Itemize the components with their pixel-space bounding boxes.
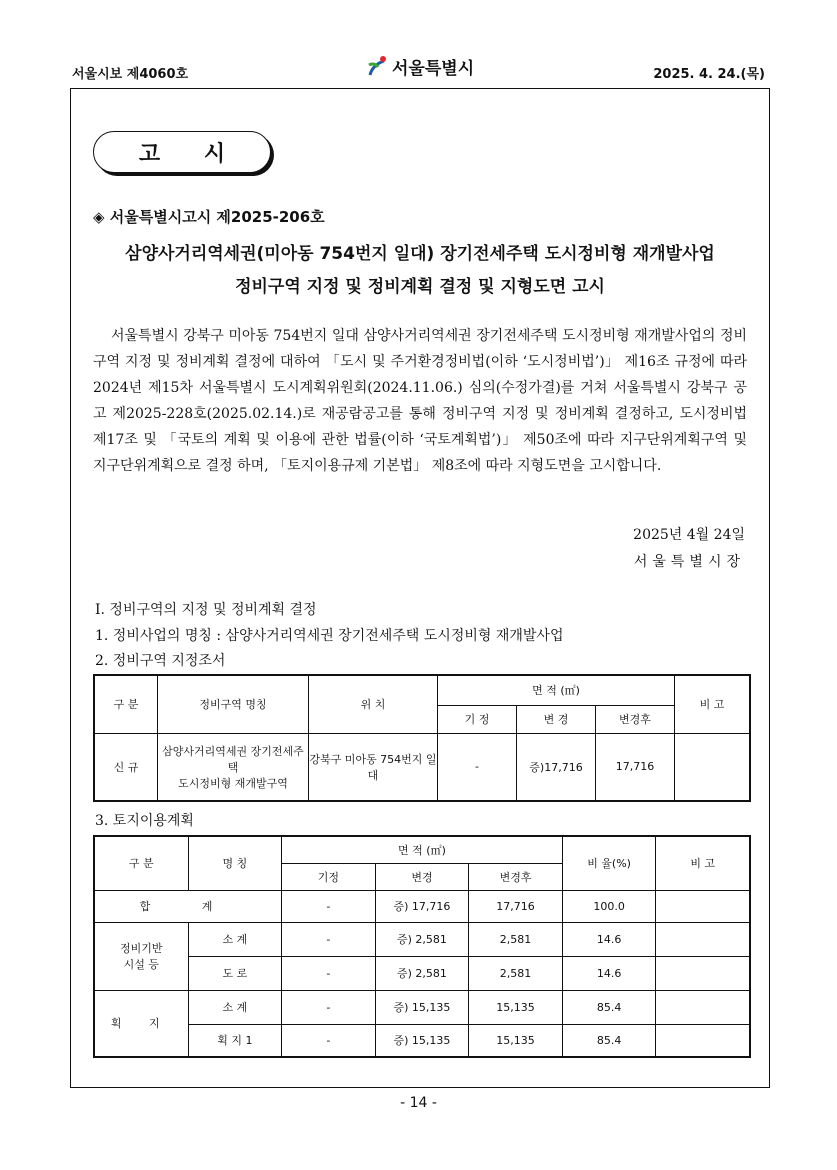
header-date: 2025. 4. 24.(목)	[653, 67, 765, 82]
logo-text: 서울특별시	[392, 59, 475, 79]
cell-note	[656, 1024, 750, 1057]
cell-after: 2,581	[469, 956, 563, 990]
cell-change: 증) 15,135	[375, 990, 469, 1024]
cell-before: -	[282, 922, 376, 956]
table-row	[94, 733, 750, 801]
cell-after: 2,581	[469, 922, 563, 956]
cell-before: -	[282, 956, 376, 990]
zone-name-line2: 도시정비형 재개발구역	[178, 776, 288, 790]
cell-location: 강북구 미아동 754번지 일대	[309, 733, 438, 801]
th-before: 기정	[282, 863, 376, 890]
th-area: 면 적 (㎡)	[438, 675, 675, 705]
section-item-1: 1. 정비사업의 명칭 : 삼양사거리역세권 장기전세주택 도시정비형 재개발사업	[95, 628, 564, 644]
table-row	[94, 1024, 750, 1057]
cell-note	[656, 922, 750, 956]
cell-name: 소 계	[188, 990, 282, 1024]
notice-badge: 고 시	[93, 131, 271, 173]
table-row	[94, 922, 750, 956]
cell-note	[656, 890, 750, 922]
table-row	[94, 956, 750, 990]
notice-body: 서울특별시 강북구 미아동 754번지 일대 삼양사거리역세권 장기전세주택 도시정비형 재개발사업의 정비구역 지정 및 정비계획 결정에 대하여 「도시 및 주거환경정비법(이하 ‘도시정비법’)」 제16조 규정에 따라 2024년 제15차 서울특별시 도시계획위원회(2024.11.06.) 심의(수정가결)를 거쳐 서울특별시 강북구 공고 제2025-228호(2025.02.14.)로 재공람공고를 통해 정비구역 지정 및 정비계획 결정하고, 도시정비법 제17조 및 「국토의 계획 및 이용에 관한 법률(이하 ‘국토계획법’)」 제50조에 따라 지구단위계획구역 및 지구단위계획으로 결정 하며, 「토지이용규제 기본법」 제8조에 따라 지형도면을 고시합니다.	[93, 328, 747, 474]
cell-name: 획 지 1	[188, 1024, 282, 1057]
cell-zone-name	[158, 733, 309, 801]
cell-after: 15,135	[469, 990, 563, 1024]
th-after: 변경후	[469, 863, 563, 890]
th-note: 비 고	[675, 675, 751, 733]
th-name: 명 칭	[188, 836, 282, 890]
cell-gubun: 신 규	[94, 733, 158, 801]
th-area: 면 적 (㎡)	[282, 836, 563, 863]
cell-group-lot: 획 지	[94, 990, 188, 1057]
notice-signer: 서울특별시장	[633, 554, 745, 570]
th-gubun: 구 분	[94, 836, 188, 890]
cell-note	[675, 733, 751, 801]
th-after: 변경후	[596, 705, 675, 733]
land-use-table	[93, 835, 751, 1058]
cell-group-infra: 정비기반 시설 등	[94, 922, 188, 990]
cell-after: 15,135	[469, 1024, 563, 1057]
cell-note	[656, 990, 750, 1024]
cell-change: 증) 17,716	[375, 890, 469, 922]
cell-ratio: 100.0	[562, 890, 656, 922]
section-heading-1: Ⅰ. 정비구역의 지정 및 정비계획 결정	[95, 602, 317, 618]
table-row	[94, 890, 750, 922]
section-item-2: 2. 정비구역 지정조서	[95, 653, 226, 669]
cell-ratio: 14.6	[562, 922, 656, 956]
cell-before: -	[282, 890, 376, 922]
cell-note	[656, 956, 750, 990]
cell-before: -	[438, 733, 517, 801]
cell-name: 소 계	[188, 922, 282, 956]
cell-ratio: 14.6	[562, 956, 656, 990]
section-item-3: 3. 토지이용계획	[95, 813, 194, 829]
cell-change: 증)17,716	[517, 733, 596, 801]
th-change: 변 경	[517, 705, 596, 733]
notice-title-line1: 삼양사거리역세권(미아동 754번지 일대) 장기전세주택 도시정비형 재개발사업	[125, 244, 715, 264]
document-frame	[70, 88, 770, 1088]
zone-name-line1: 삼양사거리역세권 장기전세주택	[162, 744, 304, 774]
notice-number: ◈ 서울특별시고시 제2025-206호	[93, 208, 325, 226]
notice-date: 2025년 4월 24일	[633, 527, 745, 543]
cell-before: -	[282, 990, 376, 1024]
seoul-logo	[366, 54, 474, 79]
th-gubun: 구 분	[94, 675, 158, 733]
cell-ratio: 85.4	[562, 990, 656, 1024]
cell-change: 증) 15,135	[375, 1024, 469, 1057]
cell-after: 17,716	[469, 890, 563, 922]
notice-title-line2: 정비구역 지정 및 정비계획 결정 및 지형도면 고시	[235, 277, 605, 297]
th-note: 비 고	[656, 836, 750, 890]
th-before: 기 정	[438, 705, 517, 733]
cell-before: -	[282, 1024, 376, 1057]
cell-change: 증) 2,581	[375, 956, 469, 990]
table-row	[94, 990, 750, 1024]
designation-table	[93, 674, 751, 802]
th-zone-name: 정비구역 명칭	[158, 675, 309, 733]
gazette-number: 서울시보 제4060호	[72, 67, 189, 82]
th-change: 변경	[375, 863, 469, 890]
th-ratio: 비 율(%)	[562, 836, 656, 890]
cell-after: 17,716	[596, 733, 675, 801]
cell-total-label: 합 계	[94, 890, 282, 922]
cell-ratio: 85.4	[562, 1024, 656, 1057]
seoul-emblem-icon	[366, 55, 388, 79]
th-location: 위 치	[309, 675, 438, 733]
page-number: - 14 -	[400, 1095, 437, 1111]
cell-change: 증) 2,581	[375, 922, 469, 956]
cell-name: 도 로	[188, 956, 282, 990]
